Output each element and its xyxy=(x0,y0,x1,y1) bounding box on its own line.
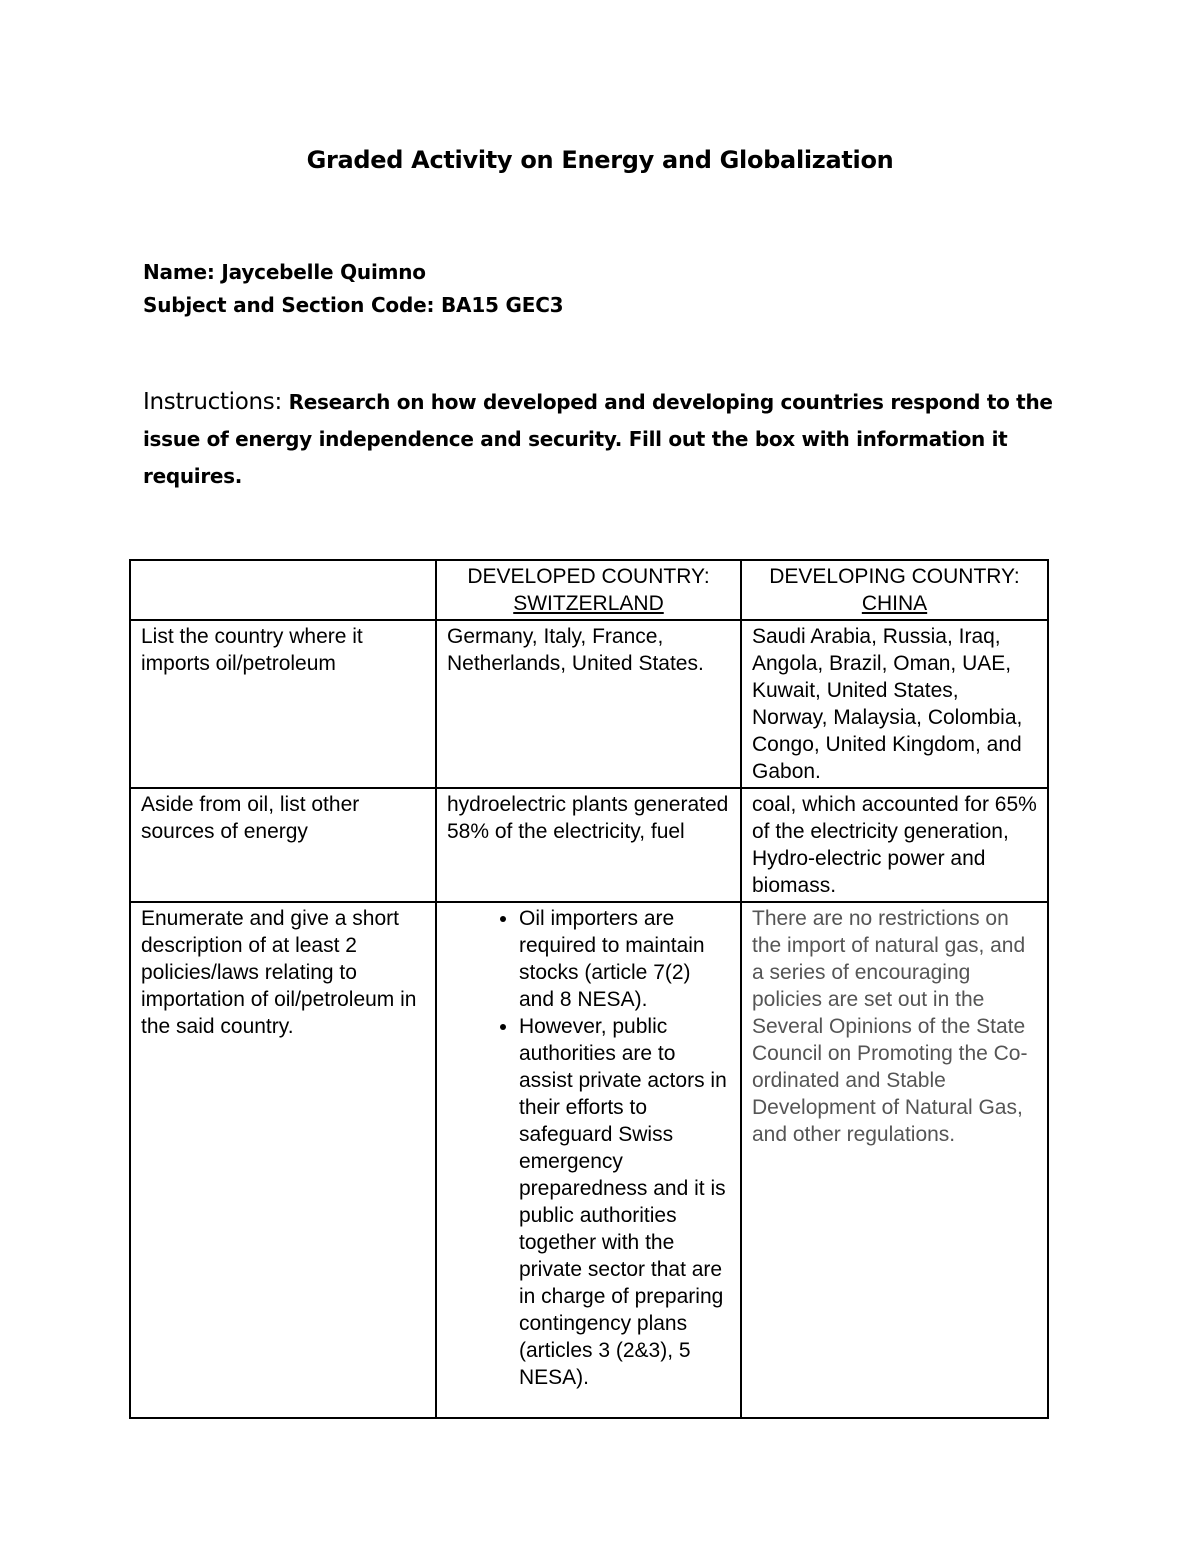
list-item: • Oil importers are required to maintain stocks (article 7(2) and 8 NESA). xyxy=(519,905,730,1013)
header-blank-cell xyxy=(130,560,436,620)
developed-country: SWITZERLAND xyxy=(513,592,664,615)
table-row xyxy=(130,788,1048,902)
row-prompt-cell: Enumerate and give a short description of at least 2 policies/laws relating to importation of oil/petroleum in the said country. xyxy=(130,902,436,1418)
row-developing-cell: Saudi Arabia, Russia, Iraq, Angola, Brazil, Oman, UAE, Kuwait, United States, Norway, Malaysia, Colombia, Congo, United Kingdom, and Gabon. xyxy=(741,620,1048,788)
energy-comparison-table xyxy=(129,559,1049,1419)
row-prompt-cell: List the country where it imports oil/petroleum xyxy=(130,620,436,788)
instructions-paragraph xyxy=(143,384,1073,495)
row-developed-cell: Germany, Italy, France, Netherlands, United States. xyxy=(436,620,741,788)
policy-bullet-list xyxy=(447,905,730,1391)
table-header-row xyxy=(130,560,1048,620)
row-developed-cell: hydroelectric plants generated 58% of the electricity, fuel xyxy=(436,788,741,902)
row-prompt-cell: Aside from oil, list other sources of energy xyxy=(130,788,436,902)
developing-country: CHINA xyxy=(861,592,928,615)
header-developed-cell xyxy=(436,560,741,620)
developing-label: DEVELOPING COUNTRY: xyxy=(769,565,1020,588)
row-developing-cell: There are no restrictions on the import of natural gas, and a series of encouraging policies are set out in the Several Opinions of the State Council on Promoting the Co-ordinated and Stable Development of Natural Gas, and other regulations. xyxy=(741,902,1048,1418)
subject-section-code: Subject and Section Code: BA15 GEC3 xyxy=(143,293,564,317)
instructions-text: Research on how developed and developing countries respond to the issue of energy independence and security. Fill out the box with information it requires. xyxy=(143,390,1053,488)
row-developed-cell xyxy=(436,902,741,1418)
row-developing-cell: coal, which accounted for 65% of the electricity generation, Hydro-electric power and biomass. xyxy=(741,788,1048,902)
header-developing-cell xyxy=(741,560,1048,620)
student-name: Name: Jaycebelle Quimno xyxy=(143,260,426,284)
document-title: Graded Activity on Energy and Globalization xyxy=(306,146,894,174)
list-item: • However, public authorities are to assist private actors in their efforts to safeguard Swiss emergency preparedness and it is public authorities together with the private sector that are in charge of preparing contingency plans (articles 3 (2&3), 5 NESA). xyxy=(519,1013,730,1391)
instructions-label: Instructions: xyxy=(143,389,282,415)
table-row xyxy=(130,620,1048,788)
developed-label: DEVELOPED COUNTRY: xyxy=(467,565,710,588)
table-row xyxy=(130,902,1048,1418)
